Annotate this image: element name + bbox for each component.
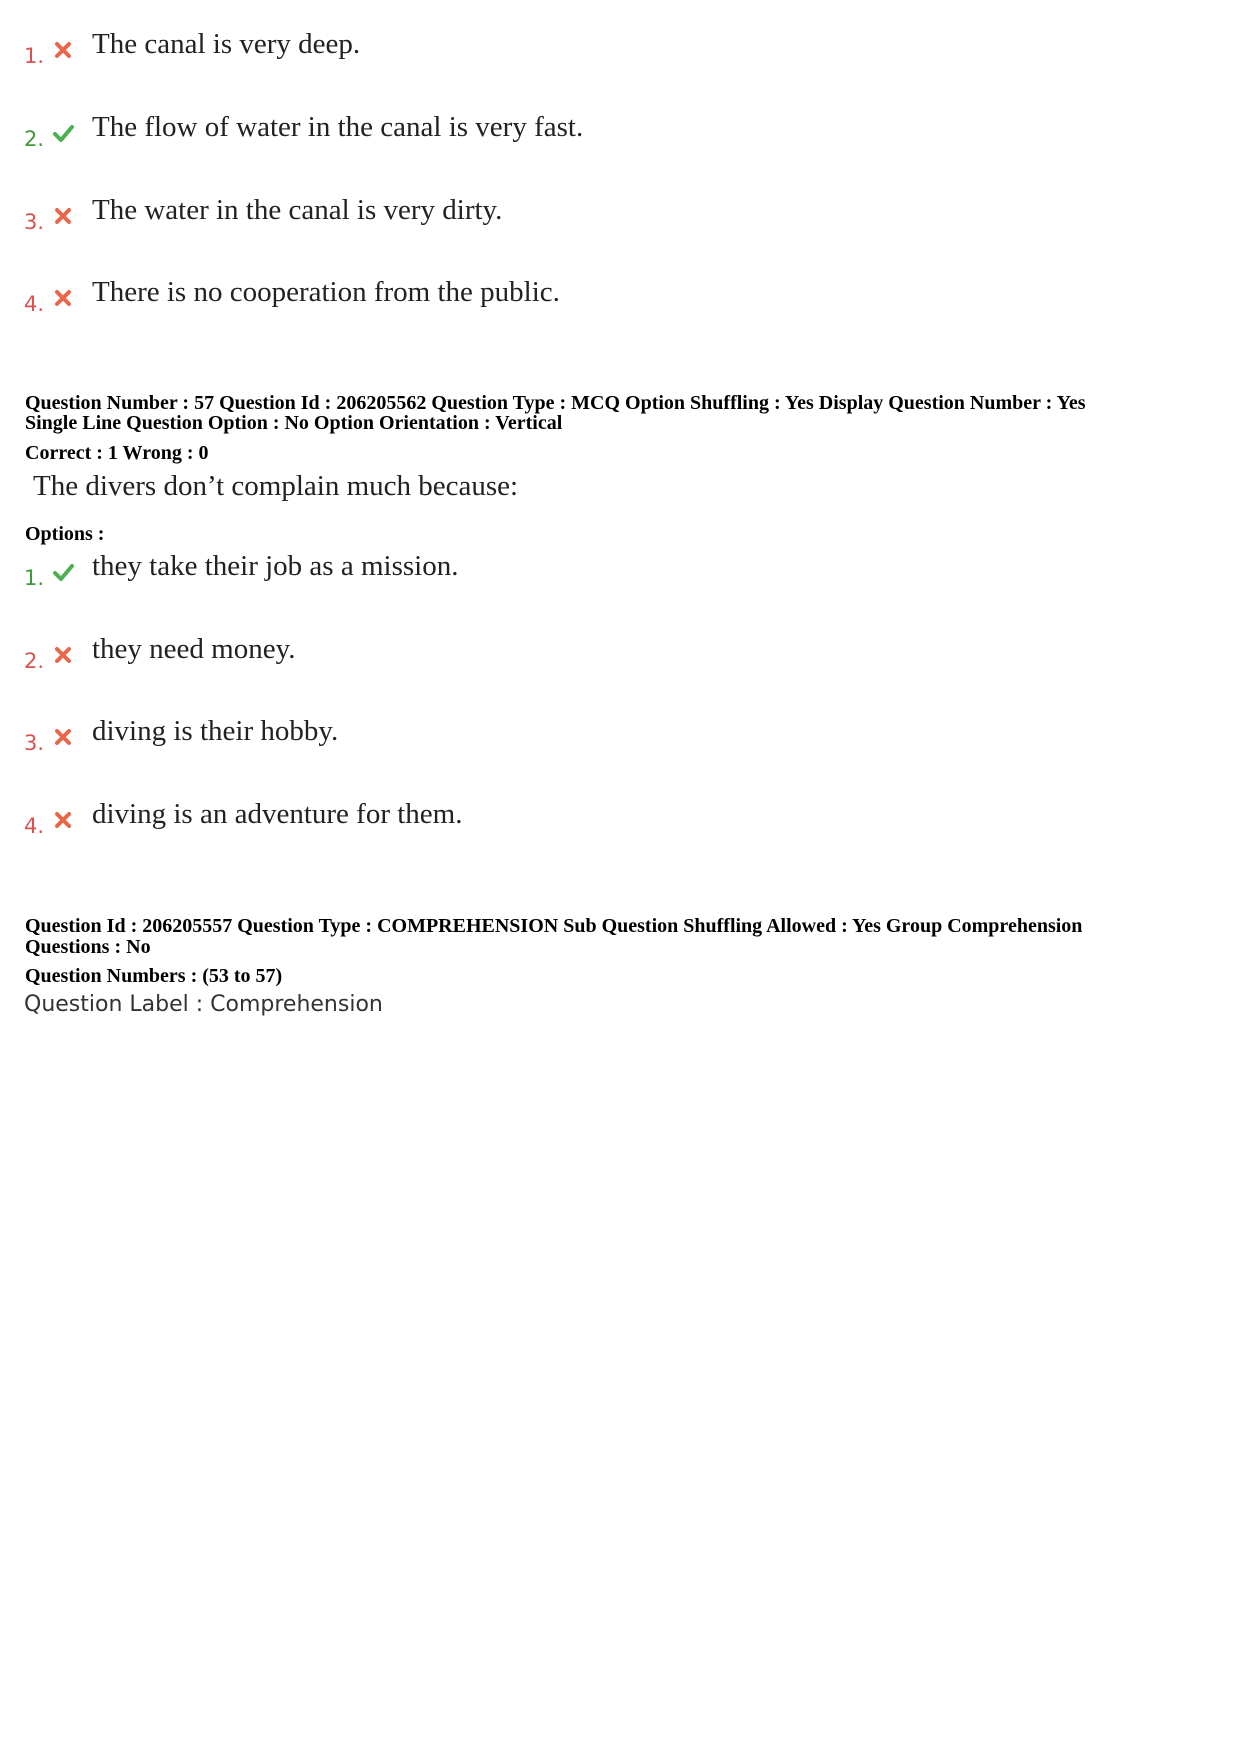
cross-icon bbox=[53, 645, 73, 665]
cross-icon bbox=[53, 288, 73, 308]
q57-option-1 bbox=[24, 550, 924, 600]
prev-option-2 bbox=[24, 111, 924, 161]
check-icon bbox=[51, 123, 75, 143]
option-number: 1. bbox=[24, 566, 45, 590]
option-number: 4. bbox=[24, 814, 45, 838]
cross-icon bbox=[53, 206, 73, 226]
option-text: diving is their hobby. bbox=[92, 715, 339, 747]
question-numbers: Question Numbers : (53 to 57) bbox=[25, 965, 283, 987]
question-meta-line2: Single Line Question Option : No Option Orientation : Vertical bbox=[25, 412, 563, 434]
q57-option-3 bbox=[24, 715, 924, 765]
option-number: 2. bbox=[24, 127, 45, 151]
prev-option-1 bbox=[24, 28, 924, 78]
question-label: Question Label : Comprehension bbox=[24, 992, 383, 1017]
option-text: The canal is very deep. bbox=[92, 28, 361, 60]
option-number: 2. bbox=[24, 649, 45, 673]
check-icon bbox=[51, 562, 75, 582]
comprehension-meta-line1: Question Id : 206205557 Question Type : COMPREHENSION Sub Question Shuffling Allowed : Yes Group Comprehension bbox=[25, 915, 1083, 937]
option-number: 4. bbox=[24, 292, 45, 316]
option-text: diving is an adventure for them. bbox=[92, 798, 463, 830]
question-text: The divers don’t complain much because: bbox=[33, 470, 519, 502]
q57-option-4 bbox=[24, 798, 924, 848]
option-text: The flow of water in the canal is very fast. bbox=[92, 111, 584, 143]
option-text: they take their job as a mission. bbox=[92, 550, 459, 582]
option-text: they need money. bbox=[92, 633, 296, 665]
prev-option-3 bbox=[24, 194, 924, 244]
options-label: Options : bbox=[25, 523, 105, 545]
option-number: 1. bbox=[24, 44, 45, 68]
option-text: There is no cooperation from the public. bbox=[92, 276, 560, 308]
prev-option-4 bbox=[24, 276, 924, 326]
question-marks: Correct : 1 Wrong : 0 bbox=[25, 442, 209, 464]
question-meta-line1: Question Number : 57 Question Id : 206205562 Question Type : MCQ Option Shuffling : Yes Display Question Number : Yes bbox=[25, 392, 1086, 414]
cross-icon bbox=[53, 727, 73, 747]
option-text: The water in the canal is very dirty. bbox=[92, 194, 503, 226]
option-number: 3. bbox=[24, 210, 45, 234]
cross-icon bbox=[53, 810, 73, 830]
option-number: 3. bbox=[24, 731, 45, 755]
q57-option-2 bbox=[24, 633, 924, 683]
cross-icon bbox=[53, 40, 73, 60]
comprehension-meta-line2: Questions : No bbox=[25, 936, 151, 958]
